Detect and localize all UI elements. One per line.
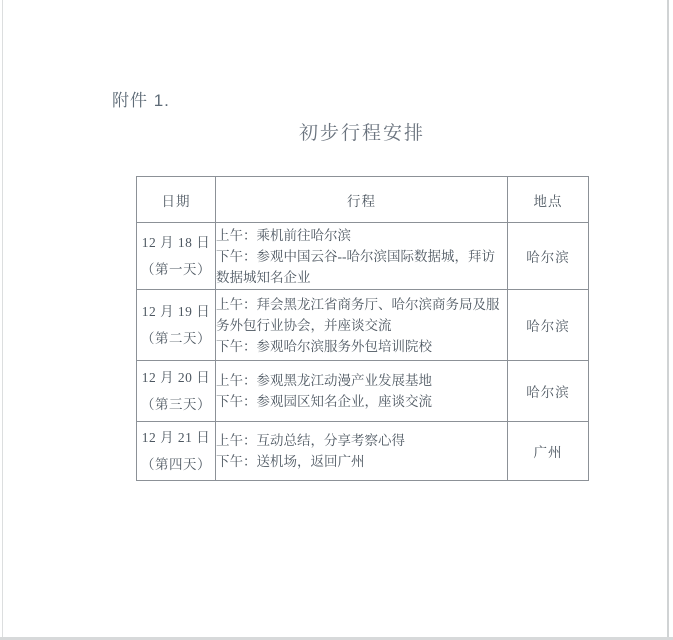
itinerary-cell — [216, 223, 508, 290]
itinerary-cell — [216, 290, 508, 361]
page-title: 初步行程安排 — [298, 123, 425, 144]
day-number-text: （第一天） — [141, 262, 211, 277]
afternoon-itinerary-text: 下午：参观园区知名企业，座谈交流 — [216, 394, 432, 409]
scan-edge-left — [2, 0, 3, 640]
itinerary-cell — [216, 361, 508, 422]
col-header-date: 日期 — [137, 177, 216, 223]
date-text: 12 月 18 日 — [141, 235, 211, 250]
itinerary-cell — [216, 422, 508, 481]
morning-itinerary-text: 上午：互动总结，分享考察心得 — [216, 433, 405, 448]
day-number-text: （第四天） — [141, 457, 211, 472]
morning-itinerary-text: 上午：参观黑龙江动漫产业发展基地 — [216, 373, 432, 388]
day-number-text: （第二天） — [141, 331, 211, 346]
location-cell: 哈尔滨 — [508, 361, 589, 422]
attachment-label: 附件 1. — [112, 91, 170, 110]
morning-itinerary-text: 上午：乘机前往哈尔滨 — [216, 227, 351, 243]
date-cell — [137, 223, 216, 290]
col-header-itinerary: 行程 — [216, 177, 508, 223]
table-header-row — [137, 177, 589, 223]
table-row-day3 — [137, 361, 589, 422]
location-cell: 哈尔滨 — [508, 290, 589, 361]
date-cell — [137, 422, 216, 481]
day-number-text: （第三天） — [141, 397, 211, 412]
date-text: 12 月 20 日 — [141, 370, 211, 385]
location-cell: 广州 — [508, 422, 589, 481]
table-row-day2 — [137, 290, 589, 361]
morning-itinerary-text: 上午：拜会黑龙江省商务厅、哈尔滨商务局及服务外包行业协会，并座谈交流 — [216, 296, 500, 333]
table-row-day1 — [137, 223, 589, 290]
date-text: 12 月 21 日 — [141, 430, 211, 445]
table-row-day4 — [137, 422, 589, 481]
itinerary-table — [136, 176, 589, 481]
scan-edge-right — [667, 0, 669, 640]
afternoon-itinerary-text: 下午：送机场，返回广州 — [216, 454, 365, 469]
date-cell — [137, 361, 216, 422]
date-cell — [137, 290, 216, 361]
afternoon-itinerary-text: 下午：参观中国云谷--哈尔滨国际数据城，拜访数据城知名企业 — [216, 248, 495, 285]
location-cell: 哈尔滨 — [508, 223, 589, 290]
afternoon-itinerary-text: 下午：参观哈尔滨服务外包培训院校 — [216, 338, 432, 354]
date-text: 12 月 19 日 — [141, 304, 211, 319]
col-header-location: 地点 — [508, 177, 589, 223]
